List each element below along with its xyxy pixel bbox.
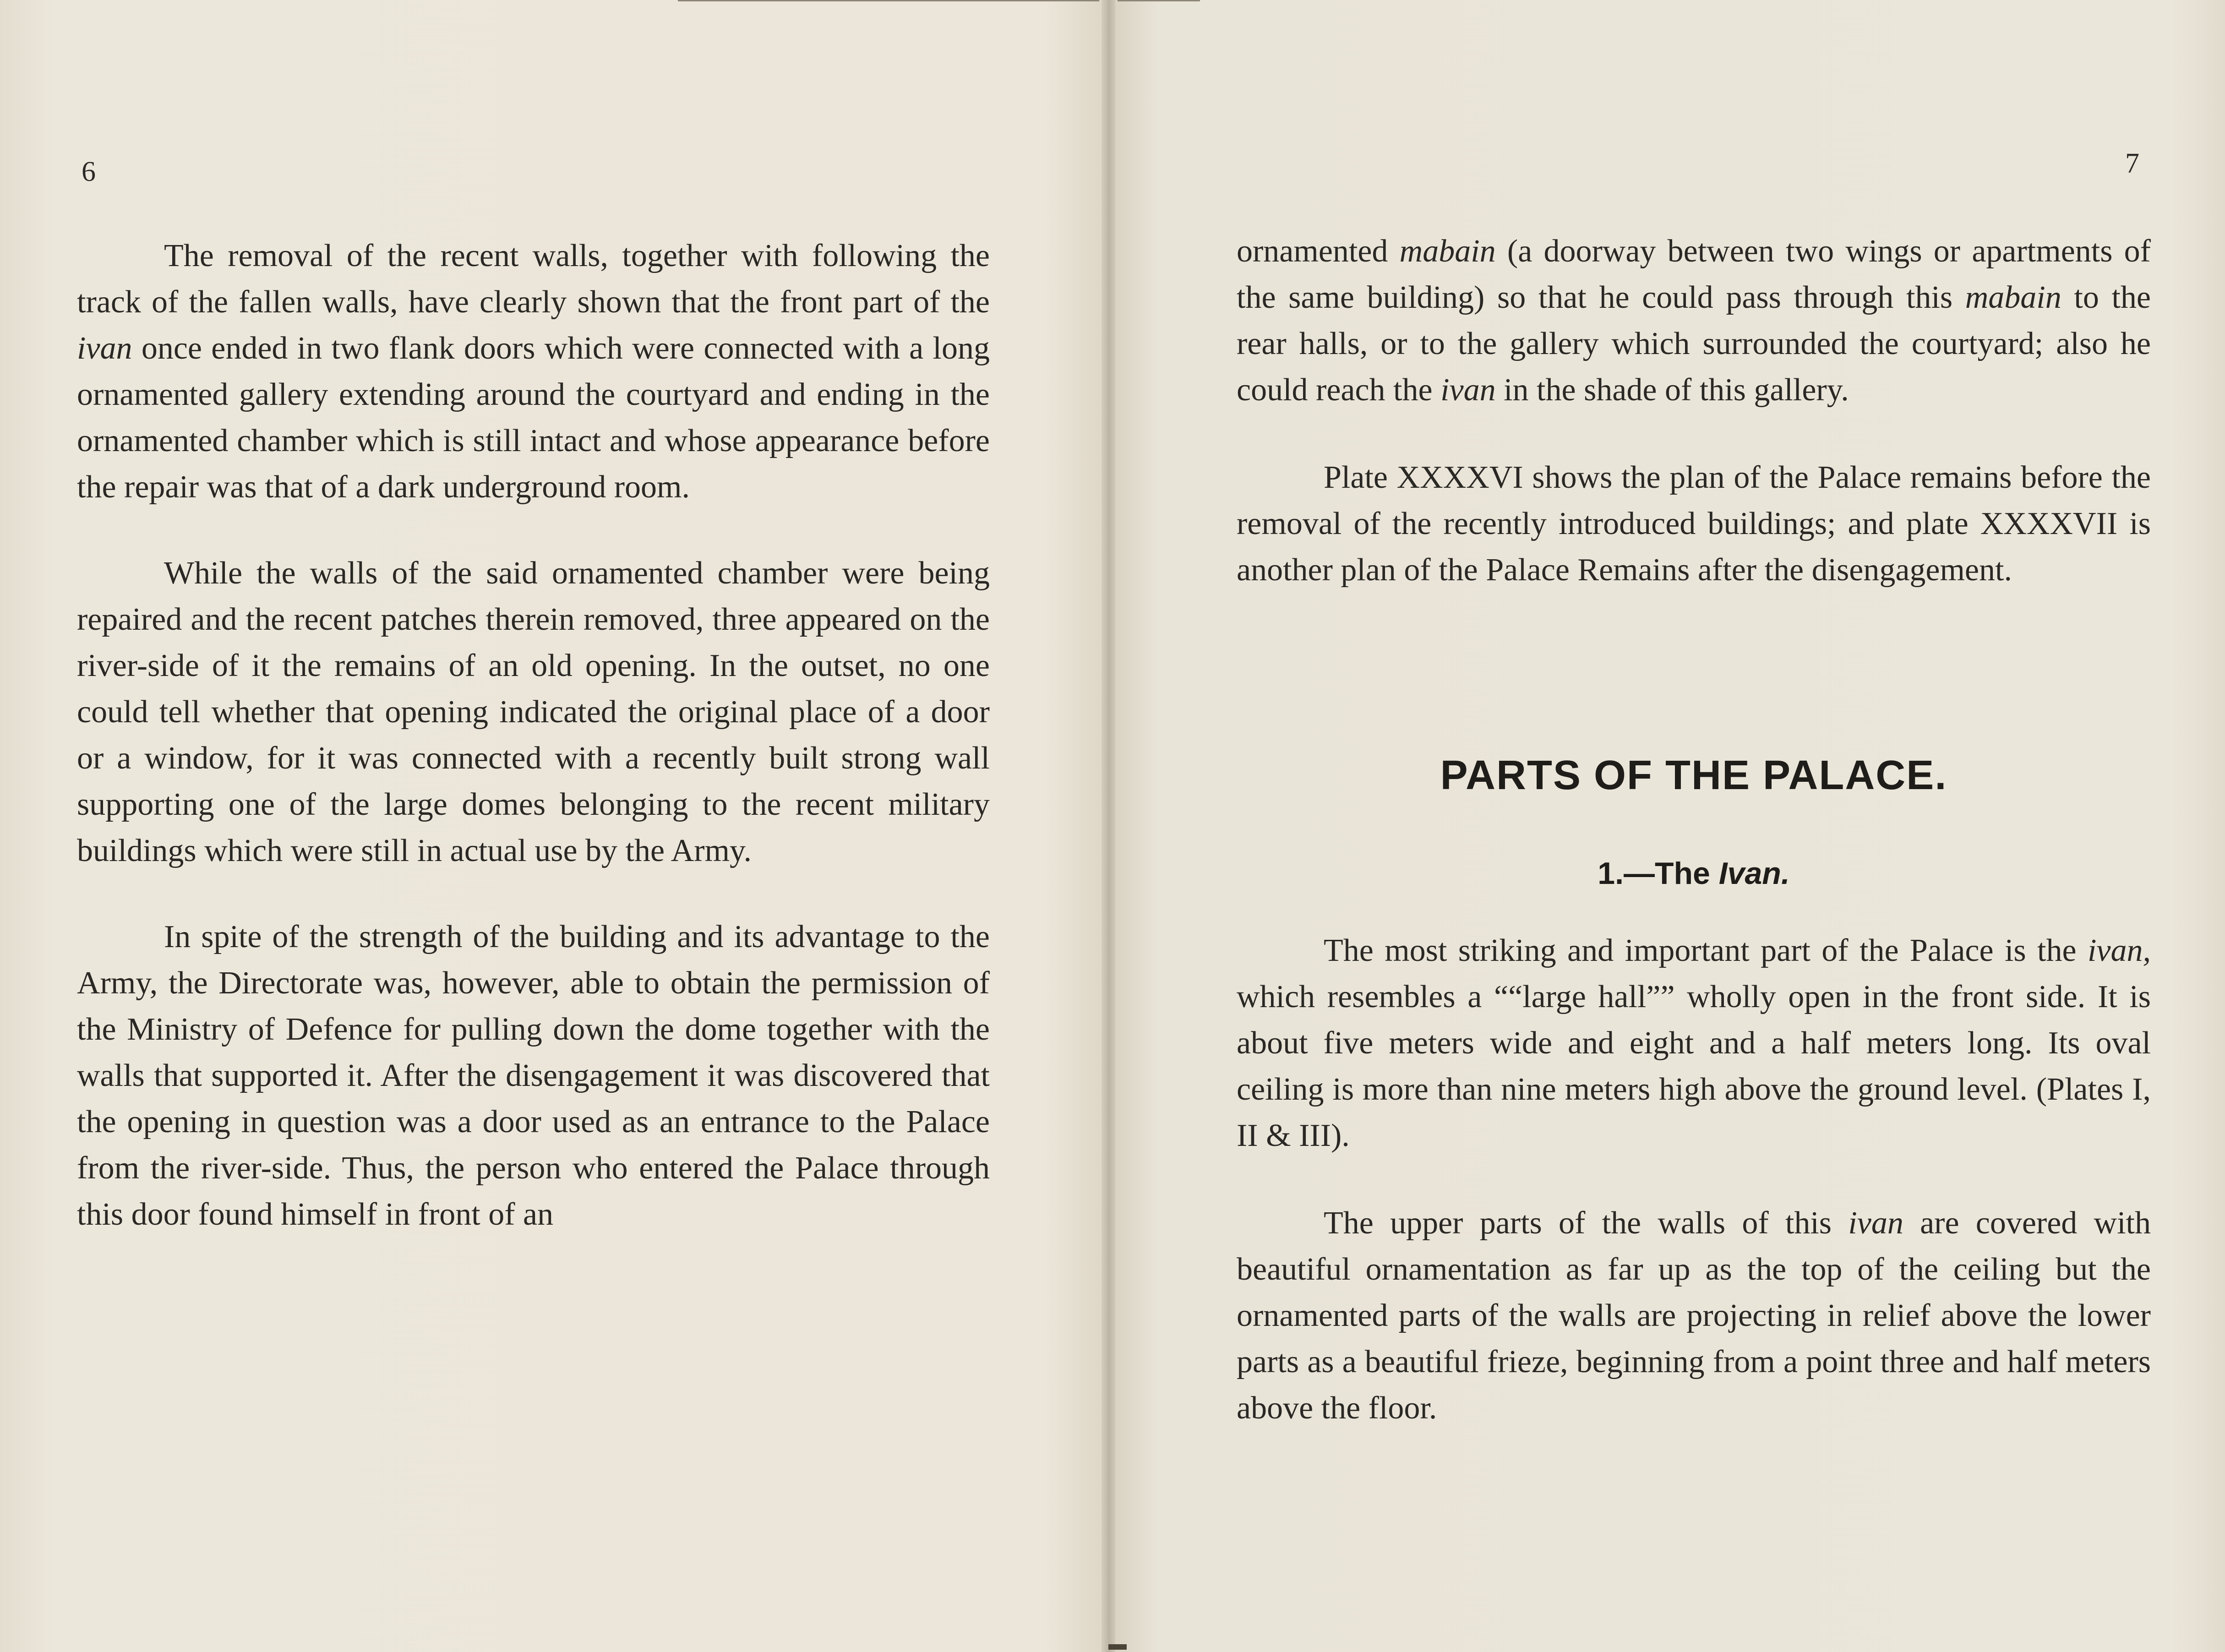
- right-page-body-top: [1237, 228, 2151, 593]
- italic-term: ivan: [77, 331, 132, 366]
- text-run: The upper parts of the walls of this: [1324, 1205, 1849, 1241]
- book-gutter: [1102, 0, 1115, 1652]
- text-run: are covered with beautiful ornamentation as far up as the top of the ceiling but the ornamented parts of the walls are projecting in relief above the lower parts as a beautiful frieze, beginning from a point three and half meters above the floor.: [1237, 1205, 2151, 1426]
- italic-term: ivan: [1848, 1205, 1903, 1241]
- paragraph: [1237, 228, 2151, 413]
- text-run: Plate XXXXVI shows the plan of the Palace remains before the removal of the recently introduced buildings; and plate XXXXVII is another plan of the Palace Remains after the disengagement.: [1237, 460, 2151, 588]
- paragraph: [77, 914, 990, 1238]
- italic-term: ivan,: [2087, 933, 2151, 968]
- page-number-right: 7: [2125, 148, 2139, 179]
- text-run: which resembles a ““large hall”” wholly open in the front side. It is about five meters wide and eight and a half meters long. Its oval ceiling is more than nine meters high above the ground level. (Plates I, II & III).: [1237, 979, 2151, 1153]
- subheading: [1237, 856, 2151, 891]
- text-run: The most striking and important part of the Palace is the: [1324, 933, 2088, 968]
- paragraph: [77, 550, 990, 874]
- text-run: once ended in two flank doors which were connected with a long ornamented gallery extending around the courtyard and ending in the ornamented chamber which is still intact and whose appearance before the repair was that of a dark underground room.: [77, 331, 990, 505]
- page-edge-line: [678, 0, 1099, 1]
- italic-term: mabain: [1965, 280, 2061, 315]
- page-edge-line: [1118, 0, 1200, 1]
- text-run: The removal of the recent walls, together with following the track of the fallen walls, have clearly shown that the front part of the: [77, 238, 990, 320]
- page-number-left: 6: [82, 156, 96, 187]
- text-run: While the walls of the said ornamented chamber were being repaired and the recent patches therein removed, three appeared on the river-side of it the remains of an old opening. In the outset, no one could tell whether that opening indicated the original place of a door or a window, for it was connected with a recently built strong wall supporting one of the large domes belonging to the recent military buildings which were still in actual use by the Army.: [77, 556, 990, 868]
- subheading-name: Ivan.: [1718, 856, 1790, 891]
- text-run: In spite of the strength of the building and its advantage to the Army, the Directorate was, however, able to obtain the permission of the Ministry of Defence for pulling down the dome together with the walls that supported it. After the disengagement it was discovered that the opening in question was a door used as an entrance to the Palace from the river-side. Thus, the person who entered the Palace through this door found himself in front of an: [77, 919, 990, 1232]
- right-page-body-bottom: [1237, 927, 2151, 1431]
- text-run: in the shade of this gallery.: [1495, 372, 1849, 408]
- italic-term: mabain: [1399, 234, 1496, 269]
- paragraph: [1237, 927, 2151, 1159]
- section-heading: PARTS OF THE PALACE.: [1440, 752, 1947, 798]
- left-page-body: [77, 233, 990, 1238]
- binding-mark: [1108, 1644, 1127, 1650]
- text-run: ornamented: [1237, 234, 1400, 269]
- italic-term: ivan: [1440, 372, 1496, 408]
- paragraph: [1237, 454, 2151, 593]
- text-run: to the rear halls, or to the gallery which surrounded the courtyard; also he could reach the: [1237, 280, 2151, 408]
- paragraph: [77, 233, 990, 510]
- paragraph: [1237, 1200, 2151, 1431]
- subheading-number: 1.—The: [1598, 856, 1719, 891]
- text-run: (a doorway between two wings or apartments of the same building) so that he could pass through this: [1237, 234, 2151, 315]
